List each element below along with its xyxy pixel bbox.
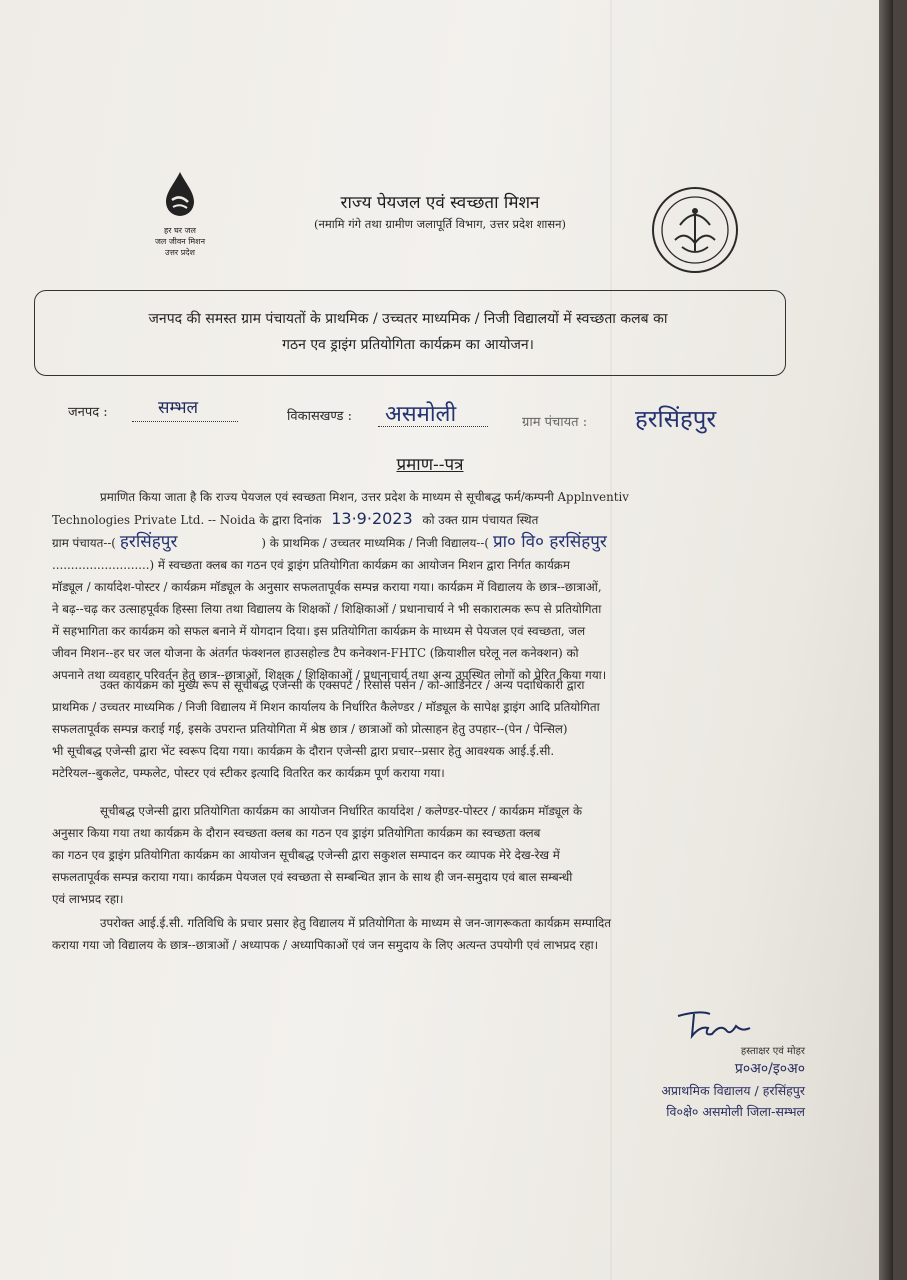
para1-line: Technologies Private Ltd. -- Noida के द्वारा दिनांक 13·9·2023 को उक्त ग्राम पंचायत स्थित — [52, 509, 539, 528]
para1-line: ग्राम पंचायत--( हरसिंहपुर ) के प्राथमिक / उच्चतर माध्यमिक / निजी विद्यालय--( प्रा० वि० हरसिंहपुर — [52, 532, 607, 552]
para1-line: अपनाने तथा व्यवहार परिवर्तन हेतु छात्र--छात्राओं, शिक्षक / शिक्षिकाओं / प्रधानाचार्य तथा अन्य उपस्थित लोगों को प्रेरित किया गया। — [52, 668, 607, 682]
signature-location: वि०क्षे० असमोली जिला-सम्भल — [666, 1104, 805, 1119]
certificate-paragraph-1 — [52, 486, 792, 686]
mission-title: राज्य पेयजल एवं स्वच्छता मिशन — [340, 193, 540, 213]
para1-line: प्रमाणित किया जाता है कि राज्य पेयजल एवं स्वच्छता मिशन, उत्तर प्रदेश के माध्यम से सूचीबद्ध फर्म/कम्पनी Applnventiv — [100, 490, 629, 504]
block-label: विकासखण्ड : — [287, 409, 353, 424]
signature-designation: प्र०अ०/इ०अ० — [734, 1061, 805, 1077]
signature-caption: हस्ताक्षर एवं मोहर — [740, 1046, 805, 1057]
village-name: हरसिंहपुर — [119, 532, 178, 552]
para3-line: सूचीबद्ध एजेन्सी द्वारा प्रतियोगिता कार्यक्रम का आयोजन निर्धारित कार्यादेश / कलेण्डर-पोस्टर / कार्यक्रम मॉड्यूल के — [100, 804, 583, 818]
panchayat-value: हरसिंहपुर — [635, 405, 717, 433]
signature-block — [545, 1045, 805, 1122]
para4-line: कराया गया जो विद्यालय के छात्र--छात्राओं / अध्यापक / अध्यापिकाओं एवं जन समुदाय के लिए अत्यन्त उपयोगी एवं लाभप्रद रहा। — [52, 938, 599, 952]
district-label: जनपद : — [68, 405, 108, 420]
para3-line: एवं लाभप्रद रहा। — [52, 892, 124, 906]
para2-line: सफलतापूर्वक सम्पन्न कराई गई, इसके उपरान्त प्रतियोगिता में श्रेष्ठ छात्र / छात्राओं को प्रोत्साहन हेतु उपहार--(पेन / पेन्सिल) — [52, 722, 568, 736]
para1-line: जीवन मिशन--हर घर जल योजना के अंतर्गत फंक्शनल हाउसहोल्ड टैप कनेक्शन-FHTC (क्रियाशील घरेलू नल कनेक्शन) को — [52, 646, 579, 660]
program-date: 13·9·2023 — [331, 509, 413, 528]
certificate-paragraph-4 — [52, 912, 792, 956]
logo-caption-3: उत्तर प्रदेश — [165, 248, 195, 257]
para1-line: में सहभागिता कर कार्यक्रम को सफल बनाने में योगदान दिया। इस प्रतियोगिता कार्यक्रम के माध्यम से पेयजल एवं स्वच्छता, जल — [52, 624, 586, 638]
handwritten-signature — [670, 1006, 760, 1046]
logo-caption-1: हर घर जल — [164, 226, 196, 235]
mission-subtitle: (नमामि गंगे तथा ग्रामीण जलापूर्ति विभाग, उत्तर प्रदेश शासन) — [313, 217, 567, 231]
certificate-paragraph-2 — [52, 674, 792, 784]
program-title — [48, 306, 768, 358]
para2-line: प्राथमिक / उच्चतर माध्यमिक / निजी विद्यालय में मिशन कार्यालय के निर्धारित कैलेण्डर / मॉड्यूल के सापेक्ष ड्राइंग आदि प्रतियोगिता — [52, 700, 600, 714]
water-drop-icon — [160, 170, 200, 220]
page-edge-shadow — [879, 0, 893, 1280]
panchayat-label: ग्राम पंचायत : — [522, 415, 588, 430]
district-value: सम्भल — [158, 398, 199, 418]
program-title-line-2: गठन एव ड्राइंग प्रतियोगिता कार्यक्रम का आयोजन। — [282, 337, 534, 353]
para1-line: ..........................) में स्वच्छता क्लब का गठन एवं ड्राइंग प्रतियोगिता कार्यक्रम का आयोजन मिशन द्वारा निर्गत कार्यक्रम — [52, 558, 570, 572]
para1-line: ने बढ़--चढ़ कर उत्साहपूर्वक हिस्सा लिया तथा विद्यालय के शिक्षकों / शिक्षिकाओं / प्रधानाचार्य ने भी सकारात्मक रूप से प्रतियोगिता — [52, 602, 602, 616]
para2-line: उक्त कार्यक्रम को मुख्य रूप से सूचीबद्ध एजेन्सी के एक्सपर्ट / रिसोर्स पर्सन / को-आर्डिनेटर / अन्य पदाधिकारी द्वारा — [100, 678, 585, 692]
para1-line: मॉड्यूल / कार्यादेश-पोस्टर / कार्यक्रम मॉड्यूल के अनुसार सफलतापूर्वक सम्पन्न कराया गया। कार्यक्रम में विद्यालय के छात्र--छात्राओं, — [52, 580, 602, 594]
logo-caption-2: जल जीवन मिशन — [154, 237, 206, 246]
certificate-paragraph-3 — [52, 800, 792, 910]
school-name: प्रा० वि० हरसिंहपुर — [492, 532, 607, 552]
jal-jeevan-logo — [140, 170, 220, 257]
para2-line: मटेरियल--बुकलेट, पम्फलेट, पोस्टर एवं स्टीकर इत्यादि वितरित कर कार्यक्रम पूर्ण कराया गया। — [52, 766, 445, 780]
para3-line: सफलतापूर्वक सम्पन्न कराया गया। कार्यक्रम पेयजल एवं स्वच्छता से सम्बन्धित ज्ञान के साथ ही जन-समुदाय एवं बाल सम्बन्धी — [52, 870, 573, 884]
para4-line: उपरोक्त आई.ई.सी. गतिविधि के प्रचार प्रसार हेतु विद्यालय में प्रतियोगिता के माध्यम से जन-जागरूकता कार्यक्रम सम्पादित — [100, 916, 612, 930]
program-title-line-1: जनपद की समस्त ग्राम पंचायतों के प्राथमिक / उच्चतर माध्यमिक / निजी विद्यालयों में स्वच्छता कलब का — [148, 311, 668, 327]
para3-line: का गठन एव ड्राइंग प्रतियोगिता कार्यक्रम का आयोजन सूचीबद्ध एजेन्सी द्वारा सकुशल सम्पादन कर व्यापक मेरे देख-रेख में — [52, 848, 560, 862]
up-state-emblem-icon — [650, 185, 740, 275]
signature-school: अप्राथमिक विद्यालय / हरसिंहपुर — [661, 1083, 805, 1098]
para2-line: भी सूचीबद्ध एजेन्सी द्वारा भेंट स्वरूप दिया गया। कार्यक्रम के दौरान एजेन्सी द्वारा प्रचार--प्रसार हेतु आवश्यक आई.ई.सी. — [52, 744, 555, 758]
certificate-heading: प्रमाण--पत्र — [396, 455, 464, 475]
block-value: असमोली — [385, 402, 457, 427]
para3-line: अनुसार किया गया तथा कार्यक्रम के दौरान स्वच्छता क्लब का गठन एव ड्राइंग प्रतियोगिता कार्यक्रम का स्वच्छता क्लब — [52, 826, 541, 840]
